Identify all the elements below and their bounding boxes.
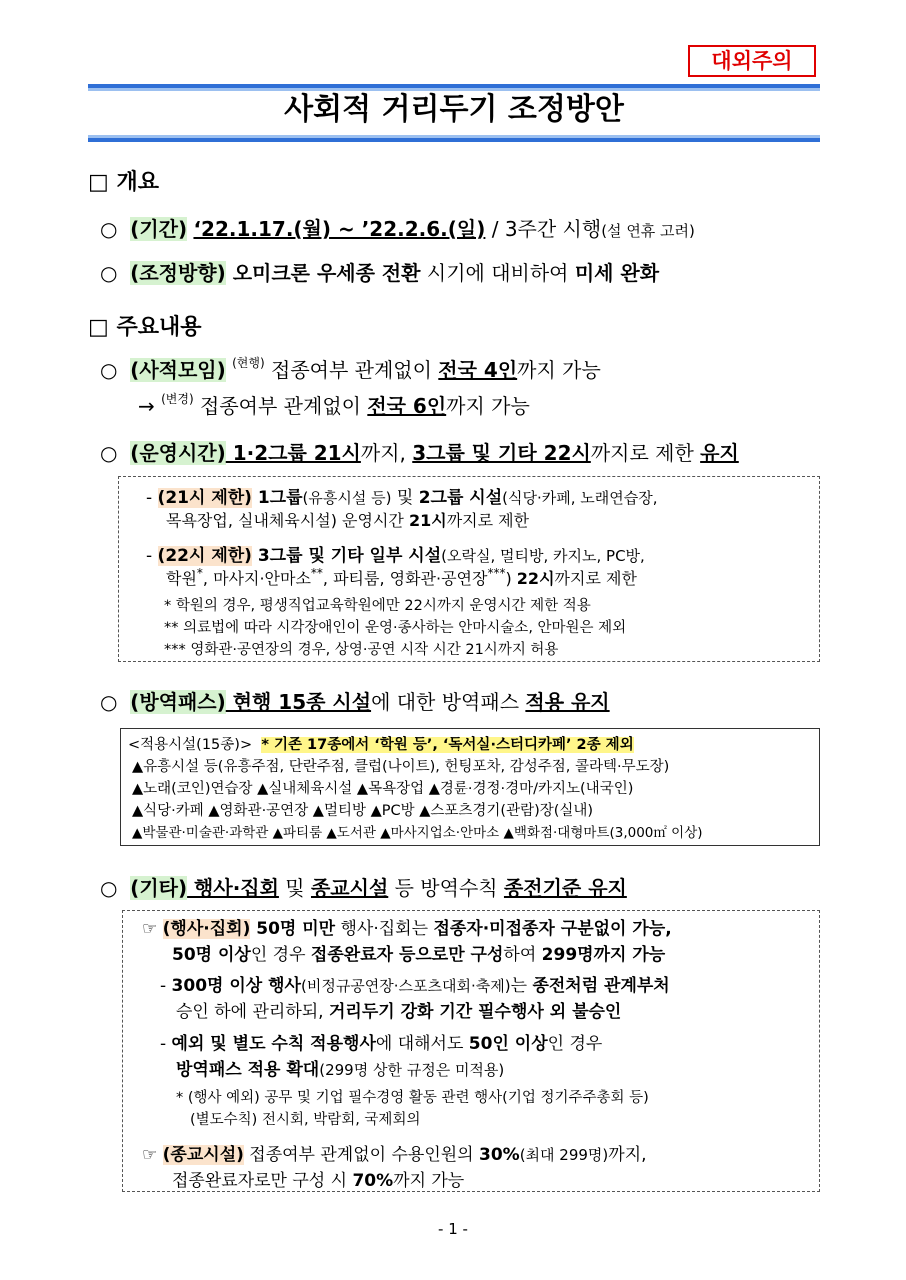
facility-row: ▲식당·카페 ▲영화관·공연장 ▲멀티방 ▲PC방 ▲스포츠경기(관람)장(실내) (132, 803, 594, 819)
direction-line: ○ (조정방향) 오미크론 우세종 전환 시기에 대비하여 미세 완화 (100, 261, 660, 285)
gathering-current-line: ○ (사적모임) $^{(현행)}$ 접종여부 관계없이 전국 4인까지 가능 (100, 356, 601, 382)
facility-box-heading: <적용시설(15종)> * 기존 17종에서 ‘학원 등’, ‘독서실·스터디카페’ 2종 제외 (128, 737, 634, 753)
period-label: (기간) (130, 217, 188, 241)
facility-row: ▲유흥시설 등(유흥주점, 단란주점, 클럽(나이트), 헌팅포차, 감성주점, 콜라텍·무도장) (132, 759, 670, 775)
direction-label: (조정방향) (130, 261, 226, 285)
event-line-1: ☞ (행사·집회) 50명 미만 행사·집회는 접종자·미접종자 구분없이 가능, (142, 919, 672, 939)
hours-22-line: - (22시 제한) 3그룹 및 기타 일부 시설(오락실, 멀티방, 카지노, PC방, (146, 546, 645, 566)
arrow-icon: → (138, 394, 155, 418)
page-title: 사회적 거리두기 조정방안 (284, 92, 624, 127)
footnote: ** 의료법에 따라 시각장애인이 운영·종사하는 안마시술소, 안마원은 제외 (164, 620, 627, 636)
facility-row: ▲박물관·미술관·과학관 ▲파티룸 ▲도서관 ▲마사지업소·안마소 ▲백화점·대형마트(3,000㎡ 이상) (132, 825, 703, 841)
hours-22-line-2: 학원*, 마사지·안마소**, 파티룸, 영화관·공연장***) 22시까지로 제한 (166, 566, 637, 588)
facility-box-note: * 기존 17종에서 ‘학원 등’, ‘독서실·스터디카페’ 2종 제외 (261, 737, 634, 753)
event-line-3: - 300명 이상 행사(비정규공연장·스포츠대회·축제)는 종전처럼 관계부처 (160, 976, 670, 996)
event-line-4: 승인 하에 관리하되, 거리두기 강화 기간 필수행사 외 불승인 (176, 1002, 622, 1022)
event-line-6: 방역패스 적용 확대(299명 상한 규정은 미적용) (176, 1060, 505, 1080)
hours-21-line-2: 목욕장업, 실내체육시설) 운영시간 21시까지로 제한 (166, 511, 530, 530)
pointing-hand-icon: ☞ (142, 919, 158, 939)
etc-label: (기타) (130, 876, 188, 900)
period-line: ○ (기간) ‘22.1.17.(월) ~ ’22.2.6.(일) / 3주간 시행(설 연휴 고려) (100, 217, 695, 241)
event-footnote-1: * (행사 예외) 공무 및 기업 필수경영 활동 관련 행사(기업 정기주주총회 등) (176, 1090, 649, 1106)
footnote: * 학원의 경우, 평생직업교육학원에만 22시까지 운영시간 제한 적용 (164, 598, 591, 614)
section-heading-overview: □ 개요 (88, 170, 159, 195)
event-line-2: 50명 이상인 경우 접종완료자 등으로만 구성하여 299명까지 가능 (172, 945, 666, 965)
page-number: - 1 - (438, 1220, 468, 1238)
pass-label: (방역패스) (130, 690, 226, 714)
hours-label: (운영시간) (130, 441, 226, 465)
event-line-5: - 예외 및 별도 수칙 적용행사에 대해서도 50인 이상인 경우 (160, 1034, 603, 1054)
square-marker: □ (88, 170, 109, 195)
pointing-hand-icon: ☞ (142, 1145, 158, 1165)
footnote: *** 영화관·공연장의 경우, 상영·공연 시작 시간 21시까지 허용 (164, 642, 559, 658)
religion-line-2: 접종완료자로만 구성 시 70%까지 가능 (172, 1171, 465, 1191)
facility-row: ▲노래(코인)연습장 ▲실내체육시설 ▲목욕장업 ▲경륜·경정·경마/카지노(내국인) (132, 781, 634, 797)
gathering-label: (사적모임) (130, 358, 226, 382)
religion-line-1: ☞ (종교시설) 접종여부 관계없이 수용인원의 30%(최대 299명)까지, (142, 1145, 647, 1165)
pass-line: ○ (방역패스) 현행 15종 시설에 대한 방역패스 적용 유지 (100, 690, 610, 714)
hours-21-line: - (21시 제한) 1그룹(유흥시설 등) 및 2그룹 시설(식당·카페, 노래연습장, (146, 488, 658, 508)
event-footnote-2: (별도수칙) 전시회, 박람회, 국제회의 (190, 1112, 421, 1128)
etc-line: ○ (기타) 행사·집회 및 종교시설 등 방역수칙 종전기준 유지 (100, 876, 627, 900)
hours-line: ○ (운영시간) 1·2그룹 21시까지, 3그룹 및 기타 22시까지로 제한 유지 (100, 441, 739, 465)
classification-stamp: 대외주의 (688, 45, 816, 77)
section-heading-main: □ 주요내용 (88, 315, 202, 340)
period-date: ‘22.1.17.(월) ~ ’22.2.6.(일) (193, 217, 486, 241)
square-marker: □ (88, 315, 109, 340)
gathering-change-line: → $^{(변경)}$ 접종여부 관계없이 전국 6인까지 가능 (138, 392, 530, 418)
